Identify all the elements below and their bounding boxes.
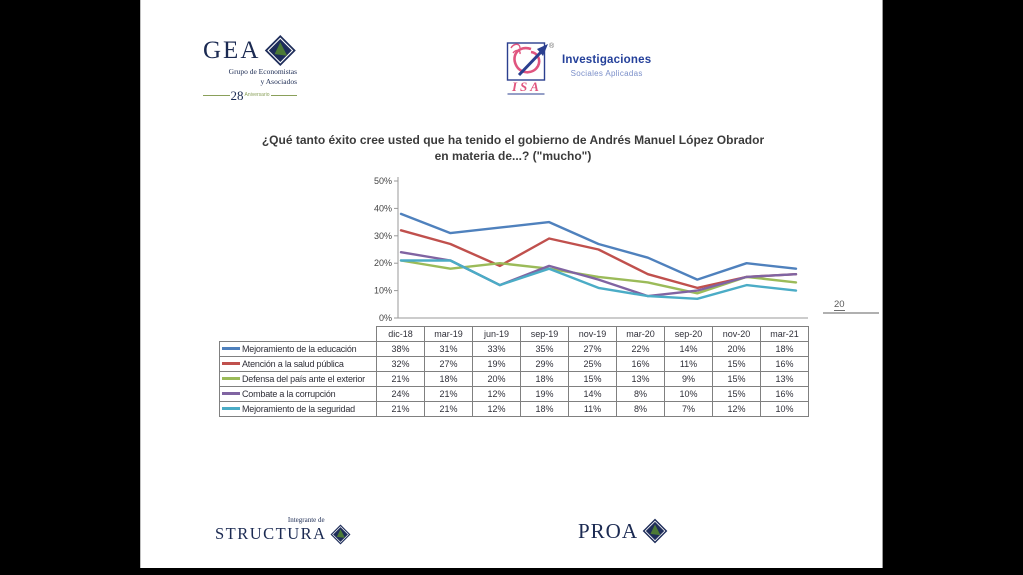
series-line — [401, 214, 796, 280]
isa-acronym: ISA — [512, 79, 542, 94]
value-cell: 21% — [377, 372, 425, 387]
series-label: Mejoramiento de la educación — [242, 344, 357, 354]
value-cell: 38% — [377, 342, 425, 357]
value-cell: 16% — [761, 357, 809, 372]
value-cell: 24% — [377, 387, 425, 402]
y-tick-label: 40% — [373, 203, 392, 214]
table-row — [220, 342, 809, 357]
value-cell: 21% — [377, 402, 425, 417]
page-number-rule — [823, 299, 879, 314]
page-number: 20 — [834, 299, 845, 310]
column-header: nov-19 — [569, 327, 617, 342]
legend-line-swatch — [222, 362, 240, 365]
series-name-cell — [220, 342, 377, 357]
line-chart — [356, 170, 826, 325]
y-tick-label: 0% — [378, 313, 392, 323]
proa-diamond-icon — [642, 518, 668, 544]
column-header: sep-20 — [665, 327, 713, 342]
value-cell: 16% — [761, 387, 809, 402]
legend-line-swatch — [222, 392, 240, 395]
registered-mark: ® — [549, 43, 555, 50]
anniversary-number: 28 — [230, 87, 244, 103]
column-header: mar-21 — [761, 327, 809, 342]
value-cell: 35% — [521, 342, 569, 357]
column-header: nov-20 — [713, 327, 761, 342]
value-cell: 18% — [425, 372, 473, 387]
value-cell: 25% — [569, 357, 617, 372]
value-cell: 33% — [473, 342, 521, 357]
value-cell: 19% — [521, 387, 569, 402]
value-cell: 15% — [713, 372, 761, 387]
column-header: jun-19 — [473, 327, 521, 342]
y-tick-label: 30% — [373, 230, 392, 241]
value-cell: 19% — [473, 357, 521, 372]
slide-title — [223, 132, 803, 164]
gea-logo-text: GEA — [203, 37, 261, 64]
series-name-cell — [220, 387, 377, 402]
value-cell: 14% — [569, 387, 617, 402]
value-cell: 11% — [665, 357, 713, 372]
value-cell: 12% — [473, 402, 521, 417]
y-tick-label: 20% — [373, 258, 392, 269]
value-cell: 14% — [665, 342, 713, 357]
gea-tagline2: y Asociados — [260, 76, 297, 86]
value-cell: 13% — [617, 372, 665, 387]
table-row — [220, 402, 809, 417]
slide-title-line1: ¿Qué tanto éxito cree usted que ha tenido el gobierno de Andrés Manuel López Obrador — [261, 133, 765, 147]
series-label: Combate a la corrupción — [242, 389, 336, 399]
y-tick-label: 10% — [373, 285, 392, 296]
value-cell: 10% — [761, 402, 809, 417]
structura-logo-text: STRUCTURA — [215, 524, 327, 544]
legend-line-swatch — [222, 347, 240, 350]
value-cell: 32% — [377, 357, 425, 372]
value-cell: 20% — [473, 372, 521, 387]
series-name-cell — [220, 357, 377, 372]
value-cell: 21% — [425, 387, 473, 402]
value-cell: 8% — [617, 387, 665, 402]
value-cell: 20% — [713, 342, 761, 357]
y-tick-label: 50% — [373, 176, 392, 186]
value-cell: 13% — [761, 372, 809, 387]
structura-logo — [215, 516, 351, 545]
table-corner-cell — [220, 327, 377, 342]
isa-mark-icon — [505, 38, 557, 96]
value-cell: 21% — [425, 402, 473, 417]
value-cell: 8% — [617, 402, 665, 417]
value-cell: 9% — [665, 372, 713, 387]
value-cell: 11% — [569, 402, 617, 417]
presentation-slide — [140, 0, 883, 568]
proa-logo-text: PROA — [578, 518, 639, 543]
legend-line-swatch — [222, 407, 240, 410]
series-label: Mejoramiento de la seguridad — [242, 404, 355, 414]
isa-logo — [505, 38, 651, 96]
value-cell: 18% — [521, 372, 569, 387]
value-cell: 29% — [521, 357, 569, 372]
gea-logo — [203, 34, 297, 102]
anniversary-line-left — [203, 95, 230, 96]
value-cell: 10% — [665, 387, 713, 402]
gea-logo-row — [203, 34, 297, 67]
table-row — [220, 372, 809, 387]
series-name-cell — [220, 402, 377, 417]
value-cell: 12% — [473, 387, 521, 402]
value-cell: 18% — [761, 342, 809, 357]
column-header: mar-20 — [617, 327, 665, 342]
series-label: Atención a la salud pública — [242, 359, 344, 369]
slide-title-line2: en materia de...? ("mucho") — [434, 149, 592, 164]
table-row — [220, 387, 809, 402]
value-cell: 27% — [569, 342, 617, 357]
anniversary-line-right — [271, 95, 298, 96]
column-header: dic-18 — [377, 327, 425, 342]
structura-diamond-icon — [330, 524, 351, 545]
table-header-row — [220, 327, 809, 342]
value-cell: 18% — [521, 402, 569, 417]
value-cell: 27% — [425, 357, 473, 372]
gea-anniversary — [203, 89, 297, 102]
value-cell: 16% — [617, 357, 665, 372]
isa-name-line2: Sociales Aplicadas — [570, 69, 643, 78]
isa-text-block — [562, 38, 651, 96]
value-cell: 7% — [665, 402, 713, 417]
series-line — [401, 252, 796, 296]
column-header: mar-19 — [425, 327, 473, 342]
value-cell: 12% — [713, 402, 761, 417]
chart-area — [356, 170, 826, 330]
chart-data-table — [219, 326, 809, 417]
value-cell: 31% — [425, 342, 473, 357]
structura-pretext: Integrante de — [287, 516, 325, 524]
gea-diamond-icon — [264, 34, 297, 67]
value-cell: 15% — [713, 357, 761, 372]
table-row — [220, 357, 809, 372]
value-cell: 22% — [617, 342, 665, 357]
value-cell: 15% — [713, 387, 761, 402]
structura-row — [215, 524, 351, 545]
legend-line-swatch — [222, 377, 240, 380]
anniversary-label: Aniversario — [244, 92, 270, 98]
isa-name-line1: Investigaciones — [562, 54, 652, 66]
series-label: Defensa del país ante el exterior — [242, 374, 365, 384]
series-name-cell — [220, 372, 377, 387]
value-cell: 15% — [569, 372, 617, 387]
column-header: sep-19 — [521, 327, 569, 342]
proa-logo — [578, 518, 668, 544]
gea-tagline1: Grupo de Economistas — [228, 67, 297, 76]
